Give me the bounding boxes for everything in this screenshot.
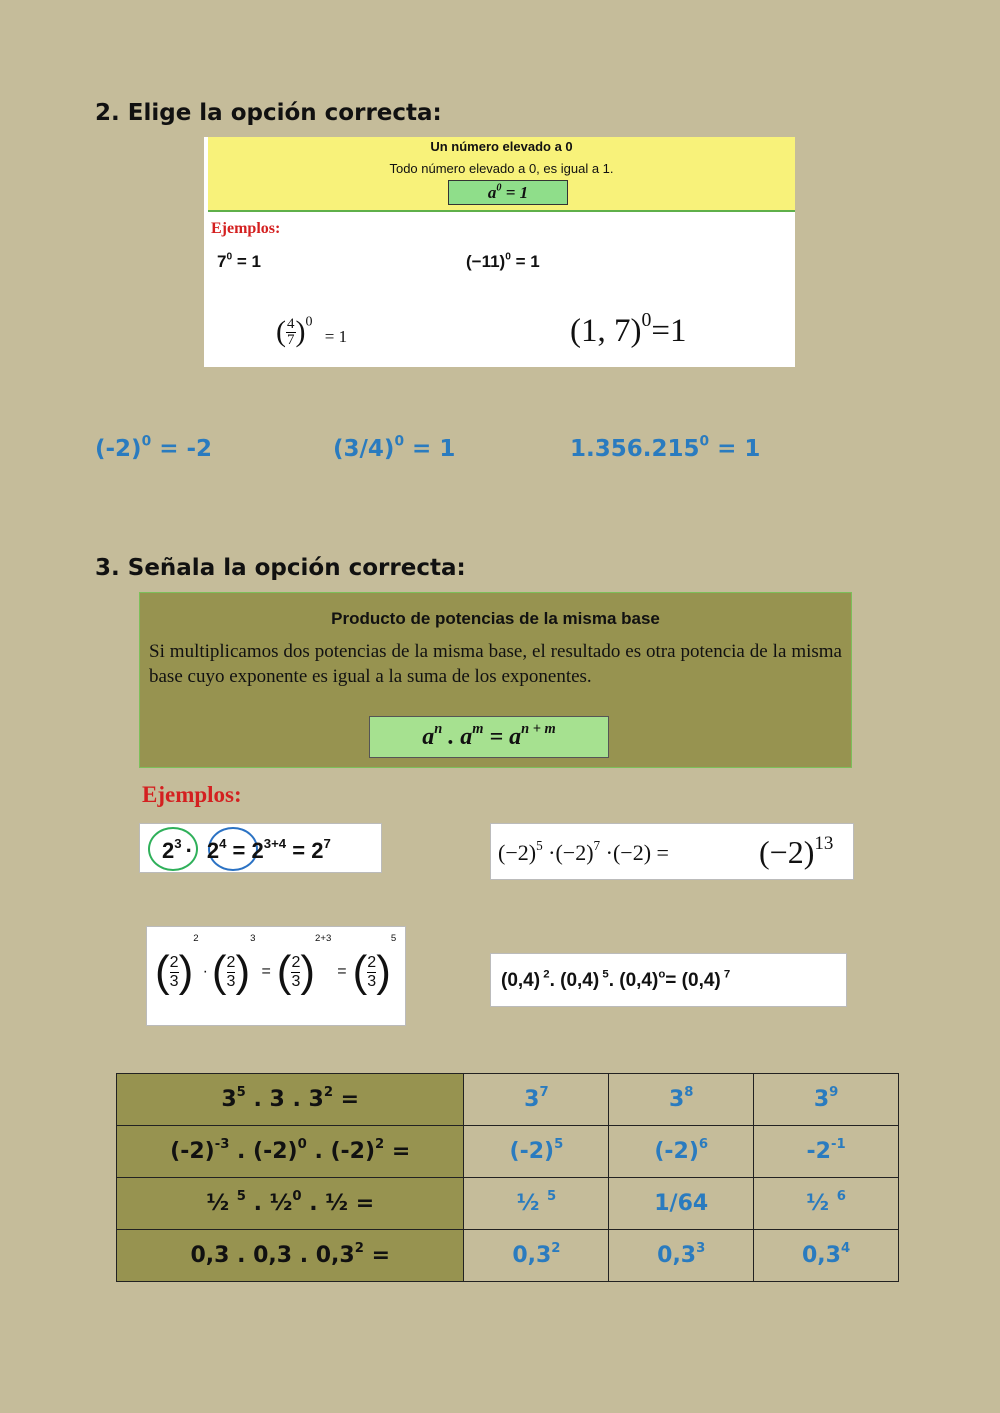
question-cell: ½ $^5$ . ½$^0$ . ½ = xyxy=(117,1178,464,1230)
answer-option[interactable]: $3^9$ xyxy=(754,1074,899,1126)
option-c[interactable]: $1.356.215^0 = 1$ xyxy=(570,433,761,462)
answer-option[interactable]: $-2^{-1}$ xyxy=(754,1126,899,1178)
table-row xyxy=(117,1230,899,1282)
example-card-4 xyxy=(490,953,847,1007)
example-2-result: $(-2)^{13}$ xyxy=(759,832,834,870)
rule-title: Producto de potencias de la misma base xyxy=(331,609,660,628)
example-3-text: ( 2 3 ) 2 · ( 2 3 ) 3 = ( 2 3 ) 2+3 = ( 2 3 ) 5 xyxy=(155,933,397,996)
rule-title: Un número elevado a 0 xyxy=(430,139,573,154)
example-card-1 xyxy=(139,823,382,873)
rule-panel xyxy=(208,137,795,212)
rule-formula: $a^0 = 1$ xyxy=(448,180,568,205)
table-row xyxy=(117,1178,899,1230)
question-2-heading: 2. Elige la opción correcta: xyxy=(95,100,442,126)
rule-formula: $a^n$ . $a^m = a^{n + m}$ xyxy=(369,716,609,758)
question-3-heading: 3. Señala la opción correcta: xyxy=(95,555,466,581)
answer-table xyxy=(116,1073,899,1282)
option-b[interactable]: $(3/4)^0 = 1$ xyxy=(333,433,456,462)
option-a[interactable]: $(-2)^0 = -2$ xyxy=(95,433,213,462)
examples-label: Ejemplos: xyxy=(211,220,281,237)
example-1-text: $2^3 \cdot 2^4 = 2^{3+4} = 2^7$ xyxy=(162,836,331,863)
rule-text: Todo número elevado a 0, es igual a 1. xyxy=(389,161,614,176)
example-2: $(-11)^0 = 1$ xyxy=(466,251,540,271)
answer-option[interactable]: ½ $^6$ xyxy=(754,1178,899,1230)
examples-label: Ejemplos: xyxy=(142,782,242,807)
answer-option[interactable]: ½ $^5$ xyxy=(464,1178,609,1230)
question-cell: $3^5$ . 3 . $3^2$ = xyxy=(117,1074,464,1126)
example-1: $7^0 = 1$ xyxy=(217,251,261,271)
example-card-2 xyxy=(490,823,854,880)
answer-option[interactable]: $(-2)^6$ xyxy=(609,1126,754,1178)
answer-option[interactable]: $3^7$ xyxy=(464,1074,609,1126)
example-2-text: $(-2)^5 \cdot(-2)^7 \cdot(-2)$ = xyxy=(498,838,669,865)
product-rule-box xyxy=(139,592,852,768)
answer-option[interactable]: $0,3^4$ xyxy=(754,1230,899,1282)
answer-option[interactable]: $3^8$ xyxy=(609,1074,754,1126)
zero-exponent-rule-box xyxy=(204,137,795,367)
example-4-text: (0,4) $^2$. (0,4) $^5$. $(0,4)^o= (0,4)$ $^7$ xyxy=(501,968,731,991)
table-row xyxy=(117,1074,899,1126)
answer-option[interactable]: $0,3^3$ xyxy=(609,1230,754,1282)
table-row xyxy=(117,1126,899,1178)
answer-option[interactable]: 1/64 xyxy=(609,1178,754,1230)
question-cell: 0,3 . 0,3 . $0,3^2$ = xyxy=(117,1230,464,1282)
example-3: ( $\frac{4}{7}$ )$^0$ = 1 xyxy=(276,314,348,348)
example-card-3 xyxy=(146,926,406,1026)
rule-text: Si multiplicamos dos potencias de la misma base, el resultado es otra potencia de la misma base cuyo exponente es igual a la suma de los exponentes. xyxy=(149,641,842,687)
question-cell: $(-2)^{-3}$ . $(-2)^0$ . $(-2)^2$ = xyxy=(117,1126,464,1178)
example-4: (1, 7)$^0$=1 xyxy=(570,309,687,349)
answer-option[interactable]: $(-2)^5$ xyxy=(464,1126,609,1178)
answer-option[interactable]: $0,3^2$ xyxy=(464,1230,609,1282)
